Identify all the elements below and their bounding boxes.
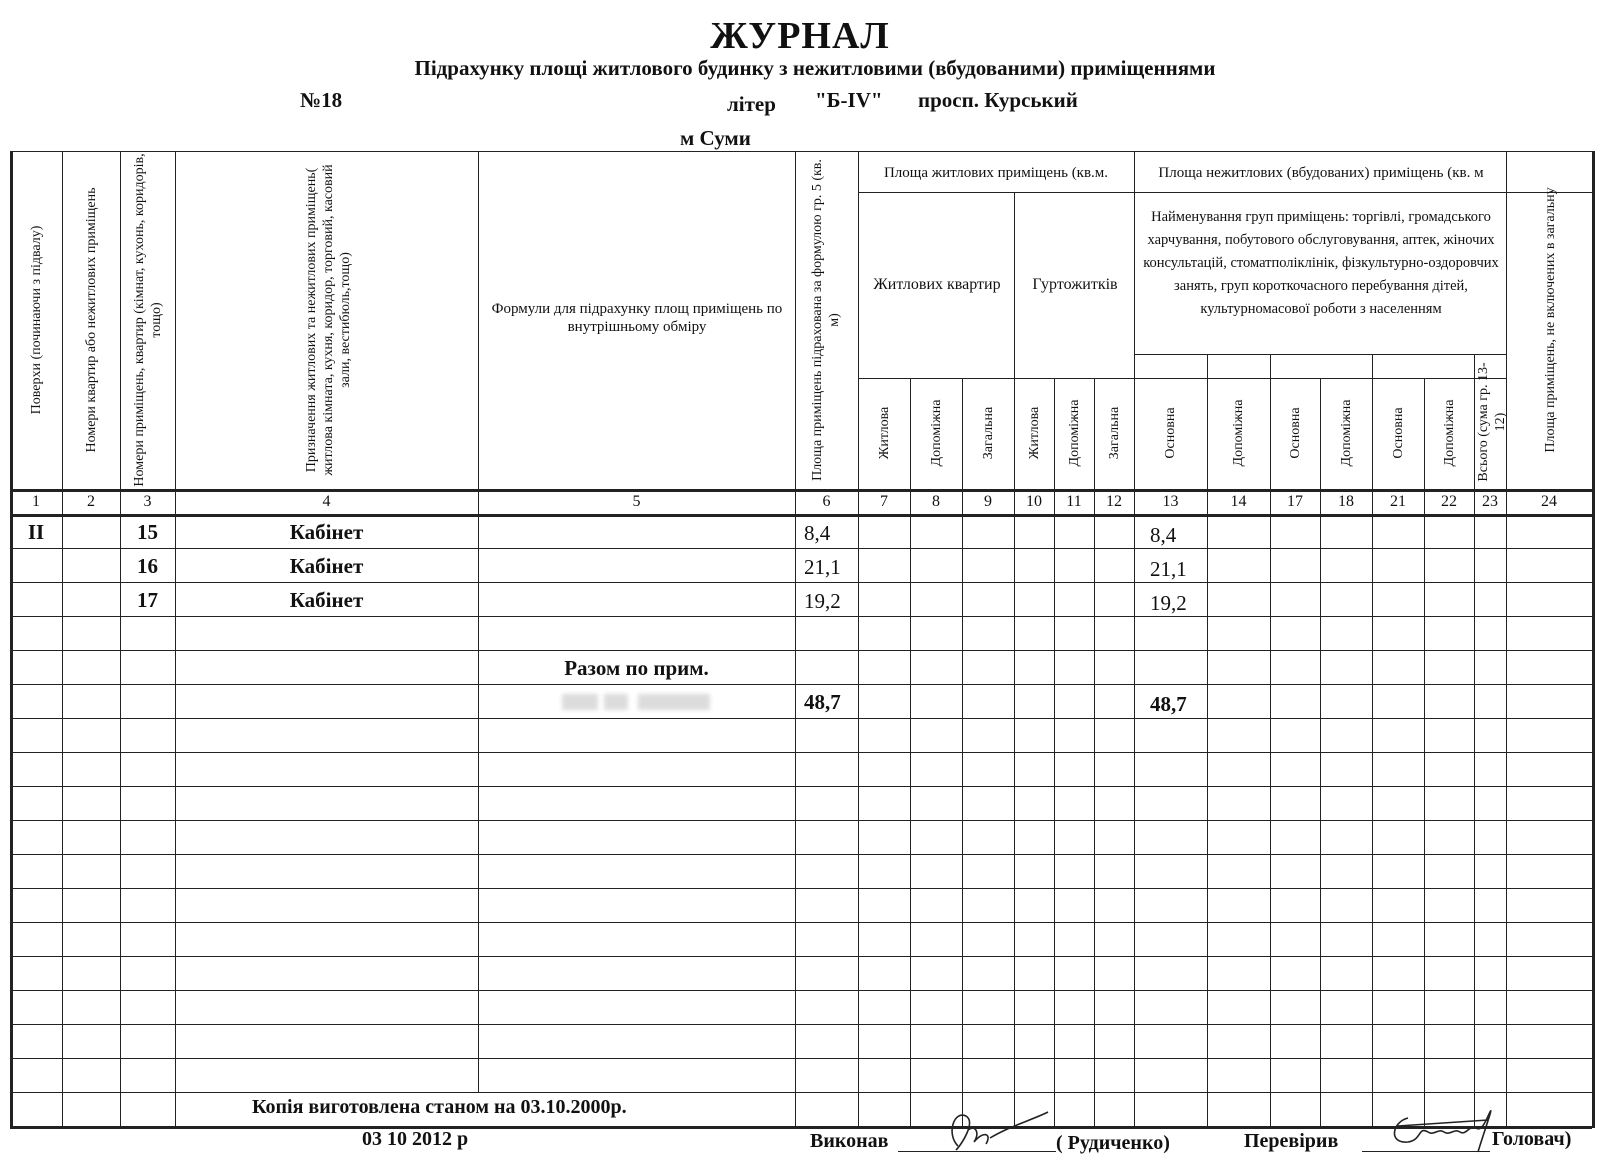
area-cell: 19,2 [804, 589, 841, 613]
col-header-17: Основна [1287, 407, 1303, 459]
col-number: 13 [1162, 493, 1179, 510]
col-number: 2 [87, 493, 95, 510]
checked-by-name: Головач) [1492, 1128, 1572, 1150]
total-nonliving-main-cell: 48,7 [1150, 692, 1187, 716]
total-area-cell: 48,7 [804, 690, 841, 714]
redacted-text [562, 694, 598, 710]
col-header-22: Допоміжна [1441, 399, 1457, 467]
nonliving-area-group-header: Площа нежитлових (вбудованих) приміщень (кв. м [1158, 165, 1484, 181]
area-cell: 8,4 [804, 521, 831, 545]
col-number: 8 [932, 493, 940, 510]
purpose-cell: Кабінет [289, 520, 364, 544]
col-header-13: Основна [1162, 407, 1178, 459]
copy-note: Копія виготовлена станом на 03.10.2000р. [252, 1096, 627, 1118]
document-title: ЖУРНАЛ [710, 15, 890, 57]
living-area-group-header: Площа житлових приміщень (кв.м. [883, 165, 1109, 181]
liter-value: "Б-IV" [815, 88, 883, 112]
nonliving-groups-description: Найменування груп приміщень: торгівлі, громадського харчування, побутового обслуговування, аптек, жіночих консультацій, стоматполіклінік, фізкультурно-оздоровчих занять, груп короткочасного перебування дітей, культурномасової роботи з населенням [1143, 209, 1499, 317]
col-header-3: Номери приміщень, квартир (кімнат, кухонь, коридорів, тощо) [132, 153, 164, 487]
col-number: 18 [1338, 493, 1354, 510]
col-header-14: Допоміжна [1230, 399, 1246, 467]
col-number: 4 [322, 493, 331, 510]
col-number: 3 [143, 493, 152, 510]
col-header-1: Поверхи (починаючи з підвалу) [28, 225, 44, 415]
room-number-cell: 15 [137, 520, 158, 544]
col-number: 24 [1541, 493, 1557, 510]
performed-by-label: Виконав [810, 1130, 889, 1152]
col-number: 9 [984, 493, 992, 510]
col-header-4: Призначення житлових та нежитлових приміщень( житлова кімната, кухня, коридор, торговий, касовий зали, вестибюль,тощо) [303, 164, 353, 476]
col-number: 22 [1441, 493, 1457, 510]
liter-label: літер [727, 92, 776, 116]
col-header-8: Допоміжна [928, 399, 944, 467]
col-header-11: Допоміжна [1066, 399, 1082, 467]
col-header-6: Площа приміщень підрахована за формулою гр. 5 (кв. м) [810, 159, 842, 481]
checked-by-label: Перевірив [1244, 1130, 1339, 1152]
col-header-18: Допоміжна [1338, 399, 1354, 467]
col-number: 12 [1106, 493, 1122, 510]
col-number: 11 [1066, 493, 1082, 510]
dormitories-subheader: Гуртожитків [1032, 276, 1118, 293]
col-header-2: Номери квартир або нежитлових приміщень [83, 187, 99, 453]
document-subtitle: Підрахунку площі житлового будинку з нежитловими (вбудованими) приміщеннями [414, 56, 1216, 80]
room-number-cell: 17 [137, 588, 158, 612]
performed-by-name: ( Рудиченко) [1056, 1132, 1170, 1154]
redacted-text [638, 694, 710, 710]
nonliving-main-cell: 8,4 [1150, 523, 1177, 547]
col-header-10: Житлова [1026, 406, 1042, 460]
performed-signature [940, 1104, 1060, 1154]
col-number: 5 [632, 493, 641, 510]
issue-date: 03 10 2012 р [362, 1128, 469, 1150]
apartments-subheader: Житлових квартир [873, 276, 1001, 293]
col-header-7: Житлова [876, 406, 892, 460]
street: просп. Курський [918, 88, 1078, 112]
col-number: 21 [1390, 493, 1406, 510]
city: м Суми [680, 126, 751, 150]
table-bottom-border [10, 1126, 1592, 1129]
col-number: 7 [880, 493, 888, 510]
redacted-text [604, 694, 628, 710]
checked-signature [1378, 1098, 1508, 1154]
totals-label: Разом по прим. [564, 656, 709, 680]
purpose-cell: Кабінет [289, 588, 364, 612]
col-header-9: Загальна [980, 406, 996, 460]
nonliving-main-cell: 21,1 [1150, 557, 1187, 581]
purpose-cell: Кабінет [289, 554, 364, 578]
table-top-border [10, 151, 1592, 152]
col-header-5: Формули для підрахунку площ приміщень по внутрішньому обміру [491, 301, 783, 335]
col-header-24: Площа приміщень, не включених в загальну [1542, 187, 1558, 453]
col-number: 17 [1287, 493, 1303, 510]
area-cell: 21,1 [804, 555, 841, 579]
nonliving-main-cell: 19,2 [1150, 591, 1187, 615]
journal-number: №18 [300, 88, 343, 112]
subgroup-rule [1134, 354, 1506, 355]
room-number-cell: 16 [137, 554, 158, 578]
group-header-rule [858, 192, 1592, 193]
col-number: 6 [822, 493, 831, 510]
col-number: 14 [1230, 493, 1247, 510]
col-number: 1 [32, 493, 40, 510]
col-header-21: Основна [1390, 407, 1406, 459]
col-header-23: Всього (сума гр. 13-12) [1476, 362, 1508, 482]
col-number: 10 [1026, 493, 1042, 510]
col-number: 23 [1482, 493, 1498, 510]
floor-cell: II [27, 520, 45, 544]
col-header-12: Загальна [1106, 406, 1122, 460]
